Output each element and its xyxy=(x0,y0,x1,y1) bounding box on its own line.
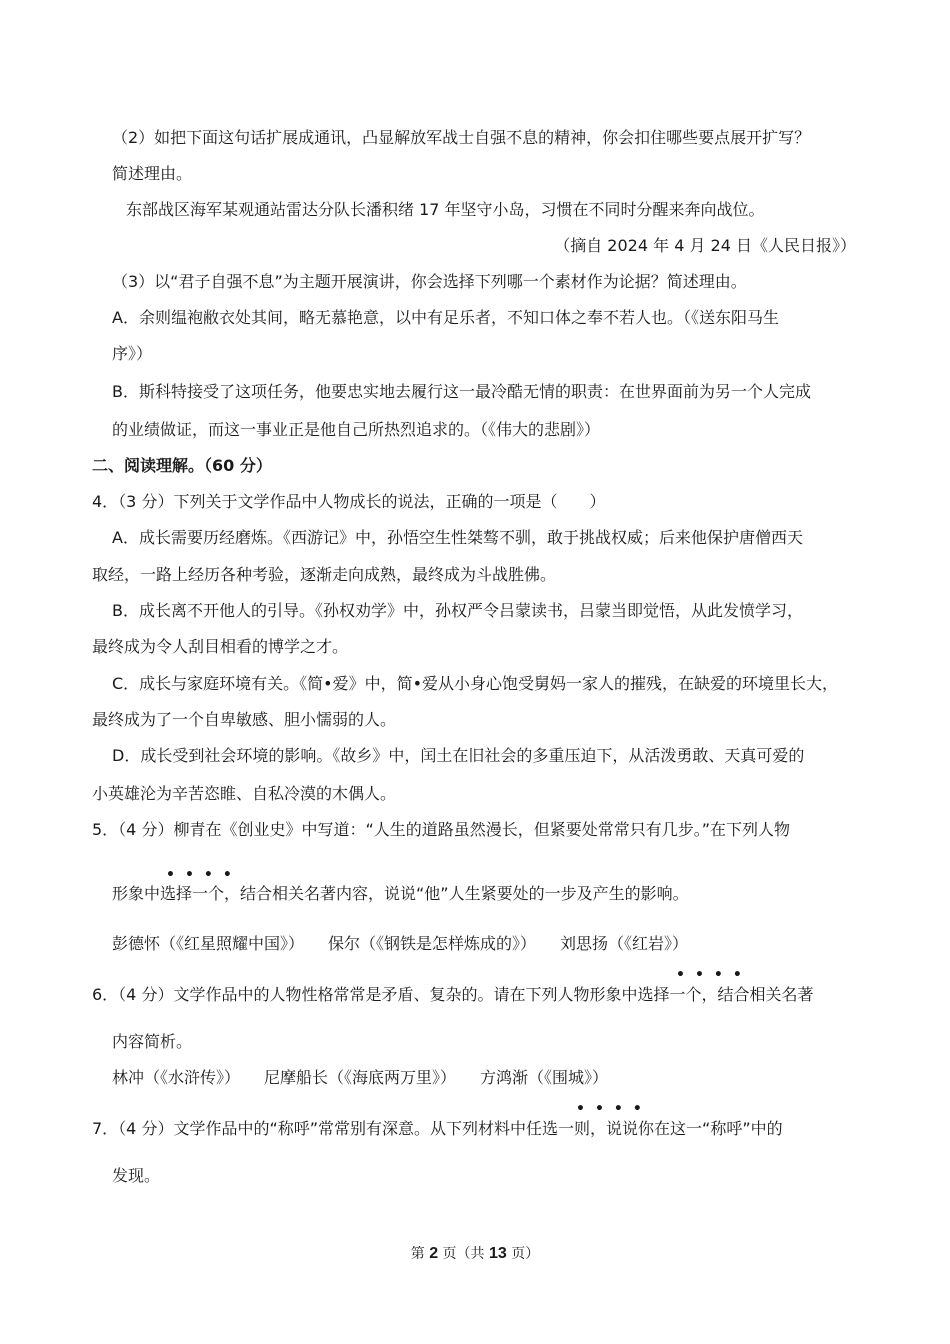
q7-emphasis-dots: •••• xyxy=(576,1101,652,1117)
footer-prefix: 第 xyxy=(410,1246,430,1262)
q2-quote: 东部战区海军某观通站雷达分队长潘积绪 17 年坚守小岛，习惯在不同时分醒来奔向战位。 xyxy=(126,200,765,219)
q6-line1: 6．（4 分）文学作品中的人物性格常常是矛盾、复杂的。请在下列人物形象中选择一个，结合相关名著 xyxy=(92,985,814,1004)
q4-option-b-line1: B．成长离不开他人的引导。《孙权劝学》中，孙权严令吕蒙读书，吕蒙当即觉悟，从此发愤学习， xyxy=(112,601,803,620)
q7-line1: 7．（4 分）文学作品中的“称呼”常常别有深意。从下列材料中任选一则，说说你在这一“称呼”中的 xyxy=(92,1119,783,1138)
footer-suffix: 页） xyxy=(506,1246,540,1262)
q4-option-d-line1: D．成长受到社会环境的影响。《故乡》中，闰土在旧社会的多重压迫下，从活泼勇敢、天真可爱的 xyxy=(112,746,805,765)
q2-source: （摘自 2024 年 4 月 24 日《人民日报》） xyxy=(554,236,856,255)
q6-emphasis-dots: •••• xyxy=(676,967,752,983)
q6-line2: 内容简析。 xyxy=(112,1032,193,1051)
q4-option-c-line2: 最终成为了一个自卑敏感、胆小懦弱的人。 xyxy=(92,710,397,729)
footer-total-pages: 13 xyxy=(489,1245,507,1262)
q4-option-c-line1: C．成长与家庭环境有关。《简•爱》中，简•爱从小身心饱受舅妈一家人的摧残，在缺爱的环境里长大， xyxy=(112,674,839,693)
q4-option-b-line2: 最终成为令人刮目相看的博学之才。 xyxy=(92,637,349,656)
page-footer xyxy=(0,1244,950,1264)
q4-option-d-line2: 小英雄沦为辛苦恣睢、自私冷漠的木偶人。 xyxy=(92,784,397,803)
q3-option-a-line1: A．余则缊袍敝衣处其间，略无慕艳意，以中有足乐者，不知口体之奉不若人也。（《送东阳马生 xyxy=(112,308,779,327)
q3-option-b-line1: B．斯科特接受了这项任务，他要忠实地去履行这一最冷酷无情的职责：在世界面前为另一个人完成 xyxy=(112,382,811,401)
q2-line1: （2）如把下面这句话扩展成通讯，凸显解放军战士自强不息的精神，你会扣住哪些要点展开扩写？ xyxy=(112,128,811,147)
q5-line2: 形象中选择一个，结合相关名著内容，说说“他”人生紧要处的一步及产生的影响。 xyxy=(112,884,689,903)
q4-stem: 4．（3 分）下列关于文学作品中人物成长的说法，正确的一项是（ ） xyxy=(92,492,606,511)
section-heading: 二、阅读理解。（60 分） xyxy=(92,456,272,475)
q3-option-a-line2: 序》） xyxy=(112,344,153,363)
q5-line1: 5．（4 分）柳青在《创业史》中写道：“人生的道路虽然漫长，但紧要处常常只有几步。”在下列人物 xyxy=(92,820,791,839)
footer-middle: 页（共 xyxy=(438,1246,489,1262)
q5-emphasis-dots: •••• xyxy=(166,867,242,883)
q2-line2: 简述理由。 xyxy=(112,164,193,183)
q4-option-a-line2: 取经，一路上经历各种考验，逐渐走向成熟，最终成为斗战胜佛。 xyxy=(92,565,557,584)
footer-page-number: 2 xyxy=(429,1245,439,1262)
q6-options: 林冲（《水浒传》） 尼摩船长（《海底两万里》） 方鸿渐（《围城》） xyxy=(112,1068,609,1087)
q7-line2: 发现。 xyxy=(112,1166,161,1185)
q5-options: 彭德怀（《红星照耀中国》） 保尔（《钢铁是怎样炼成的》） 刘思扬（《红岩》） xyxy=(112,934,689,953)
q4-option-a-line1: A．成长需要历经磨炼。《西游记》中，孙悟空生性桀骜不驯，敢于挑战权威；后来他保护唐僧西天 xyxy=(112,528,803,547)
q3-option-b-line2: 的业绩做证，而这一事业正是他自己所热烈追求的。（《伟大的悲剧》） xyxy=(112,420,601,439)
q3-line1: （3）以“君子自强不息”为主题开展演讲，你会选择下列哪一个素材作为论据？简述理由。 xyxy=(112,272,747,291)
